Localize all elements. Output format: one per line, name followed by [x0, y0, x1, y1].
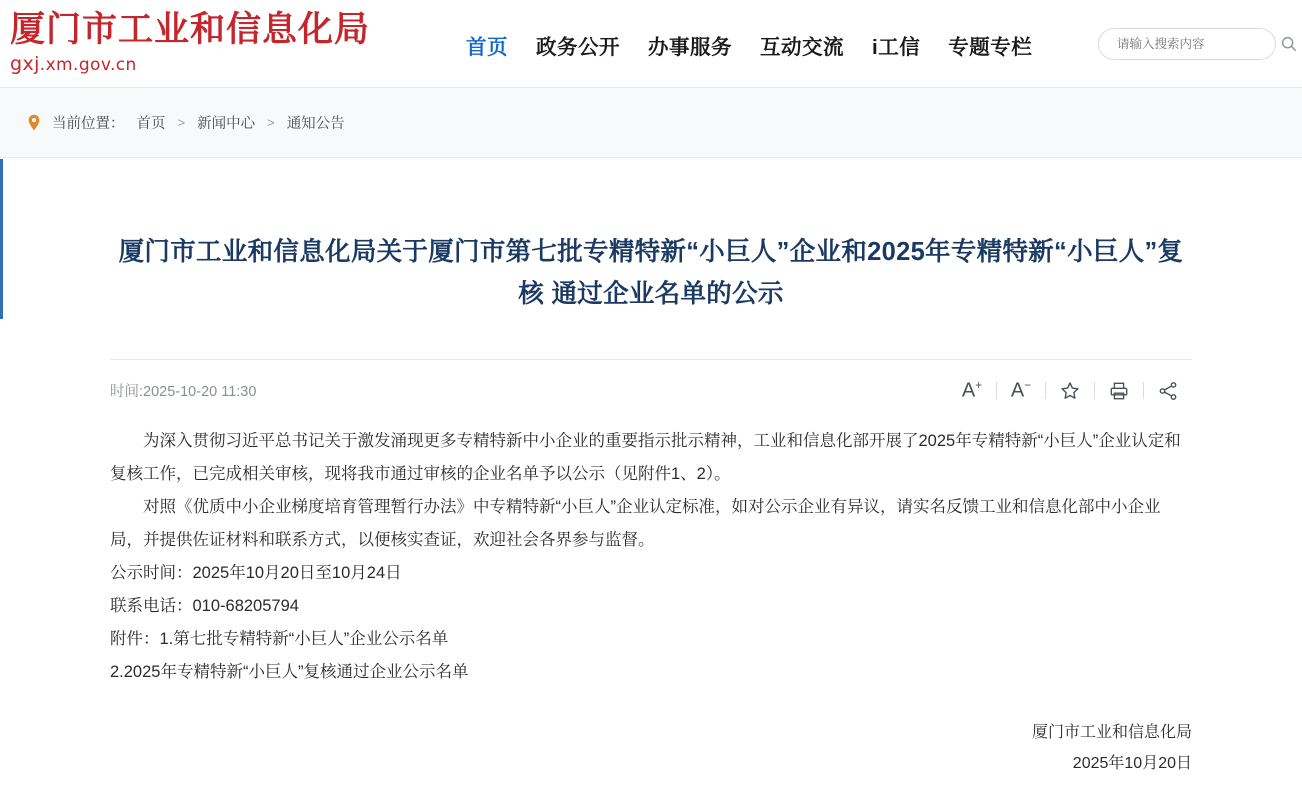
article-meta-bar: [110, 359, 1192, 415]
site-logo[interactable]: [8, 8, 460, 76]
article-line-publicity-period: 公示时间：2025年10月20日至10月24日: [110, 564, 402, 583]
search-box[interactable]: [1098, 28, 1276, 60]
signature-organization: 厦门市工业和信息化局: [1031, 724, 1192, 742]
breadcrumb-item-news-center[interactable]: 新闻中心: [197, 116, 256, 132]
breadcrumb-label: 当前位置：: [52, 116, 125, 132]
share-icon[interactable]: [1144, 377, 1192, 405]
page-body: [0, 158, 1302, 780]
breadcrumb: [26, 112, 345, 133]
left-accent-bar: [0, 159, 3, 319]
breadcrumb-item-home[interactable]: 首页: [136, 116, 166, 132]
site-header: [0, 0, 1302, 88]
nav-item-special-columns[interactable]: 专题专栏: [948, 35, 1033, 59]
site-logo-title: 厦门市工业和信息化局: [10, 8, 371, 50]
search-icon[interactable]: [1280, 35, 1298, 53]
article-signature: [110, 717, 1192, 779]
breadcrumb-separator: >: [267, 115, 275, 130]
article-paragraph: 为深入贯彻习近平总书记关于激发涌现更多专精特新中小企业的重要指示批示精神，工业和信息化部开展了2025年专精特新“小巨人”企业认定和复核工作，已完成相关审核，现将我市通过审核的企业名单予以公示（见附件1、2）。: [110, 432, 1181, 484]
article-content: [110, 415, 1192, 779]
font-decrease-icon[interactable]: A−: [1010, 378, 1032, 403]
article-paragraph: 对照《优质中小企业梯度培育管理暂行办法》中专精特新“小巨人”企业认定标准，如对公示企业有异议，请实名反馈工业和信息化部中小企业局，并提供佐证材料和联系方式，以便核实查证，欢迎社会各界参与监督。: [110, 498, 1161, 550]
breadcrumb-item-notices[interactable]: 通知公告: [286, 116, 345, 132]
print-icon[interactable]: [1095, 377, 1143, 405]
article-line-attachment-2: 2.2025年专精特新“小巨人”复核通过企业公示名单: [110, 663, 469, 682]
article-tools: [948, 377, 1192, 405]
search-input[interactable]: [1115, 36, 1280, 52]
nav-item-i-gongxin[interactable]: i工信: [872, 35, 921, 59]
article-line-contact-phone: 联系电话：010-68205794: [110, 597, 299, 616]
site-domain-main: gxj: [10, 53, 40, 76]
nav-item-interaction[interactable]: 互动交流: [760, 35, 844, 59]
breadcrumb-bar: [0, 88, 1302, 158]
nav-item-services[interactable]: 办事服务: [648, 35, 732, 59]
nav-item-government-affairs[interactable]: 政务公开: [536, 35, 620, 59]
article-line-attachment-1: 附件：1.第七批专精特新“小巨人”企业公示名单: [110, 630, 449, 649]
favorite-star-icon[interactable]: [1046, 377, 1094, 405]
page-title: 厦门市工业和信息化局关于厦门市第七批专精特新“小巨人”企业和2025年专精特新“小巨人”复核 通过企业名单的公示: [118, 238, 1184, 309]
main-navigation: [460, 30, 1098, 60]
article-timestamp: 时间:2025-10-20 11:30: [110, 384, 257, 401]
article: [110, 158, 1192, 780]
location-pin-icon: [26, 114, 42, 132]
site-logo-domain: [10, 53, 460, 75]
font-increase-icon[interactable]: A+: [961, 378, 983, 403]
nav-item-home[interactable]: 首页: [466, 35, 508, 59]
breadcrumb-separator: >: [177, 115, 186, 130]
signature-date: 2025年10月20日: [1072, 755, 1192, 773]
site-domain-rest: .xm.gov.cn: [39, 55, 137, 76]
